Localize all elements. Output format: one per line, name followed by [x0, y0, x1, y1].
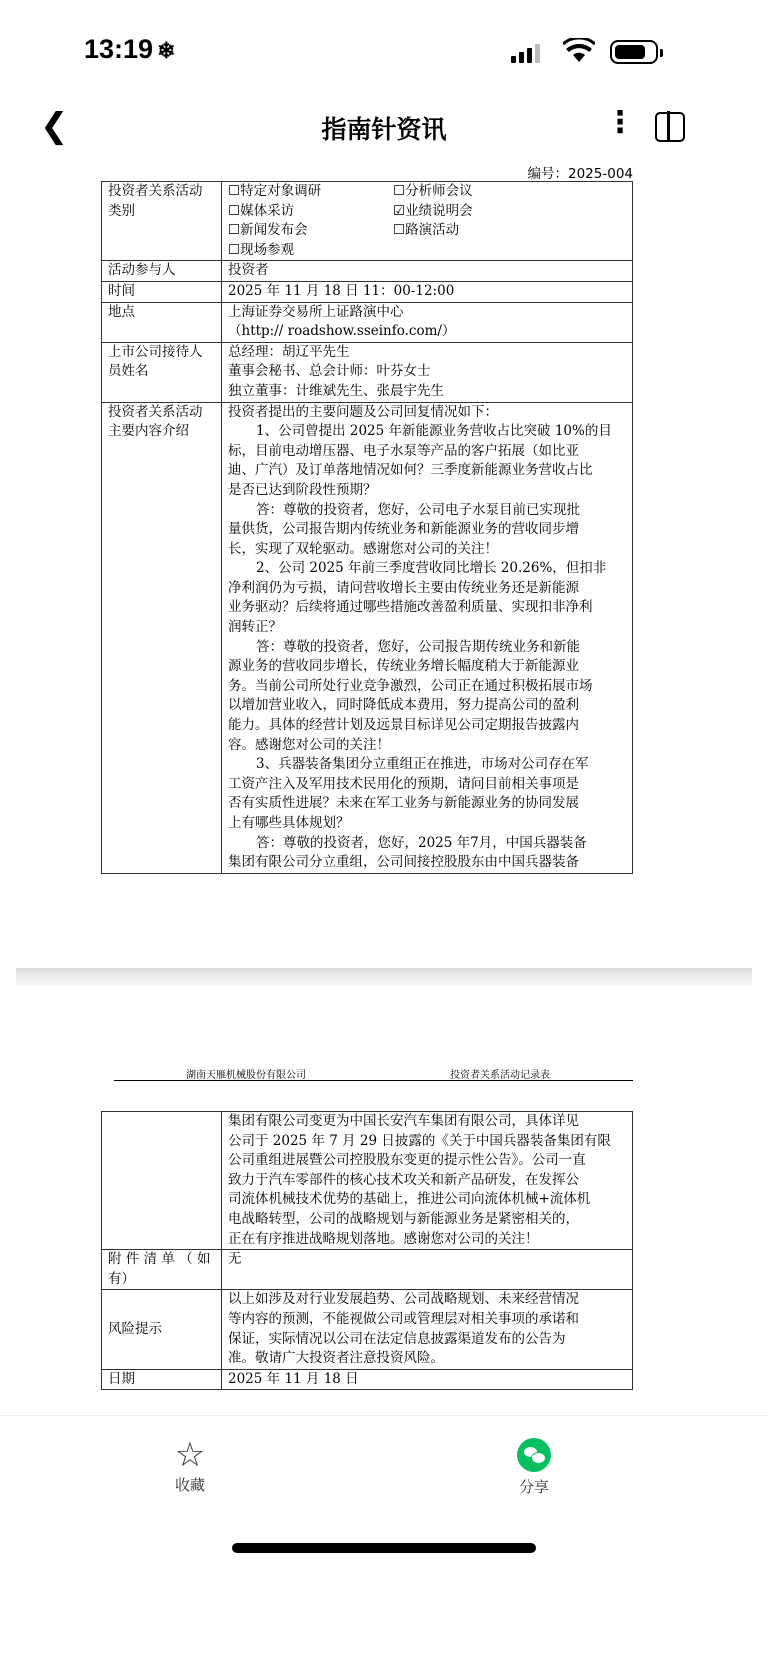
back-button[interactable]: ❮ — [40, 106, 69, 146]
location-value: 上海证券交易所上证路演中心 （http:// roadshow.sseinfo.com/） — [222, 302, 633, 342]
checkbox-label: 特定对象调研 — [240, 183, 322, 199]
content-value — [222, 402, 633, 873]
text-line: 净利润仍为亏损，请问营收增长主要由传统业务还是新能源 — [228, 579, 579, 596]
unchecked-box-icon: ☐ — [228, 241, 241, 258]
time-label: 时间 — [102, 281, 222, 302]
text-line: 答：尊敬的投资者，您好，公司电子水泵目前已实现批 — [256, 501, 580, 518]
text-line: 量供货，公司报告期内传统业务和新能源业务的营收同步增 — [228, 521, 579, 538]
text-line: 3、兵器装备集团分立重组正在推进，市场对公司存在军 — [256, 756, 589, 773]
status-bar — [0, 0, 768, 95]
checkbox-5 — [393, 221, 558, 241]
checkbox-label: 路演活动 — [405, 222, 460, 239]
unchecked-box-icon: ☐ — [228, 202, 241, 219]
text-line: 以上如涉及对行业发展趋势、公司战略规划、未来经营情况 — [228, 1291, 579, 1308]
text-line: 致力于汽车零部件的核心技术攻关和新产品研发，在发挥公 — [228, 1171, 579, 1188]
risk-value — [222, 1290, 633, 1369]
text-line: 务。当前公司所处行业竞争激烈，公司正在通过积极拓展市场 — [228, 677, 593, 694]
date-value: 2025 年 11 月 18 日 — [222, 1369, 633, 1390]
checkbox-0 — [228, 182, 393, 202]
text-line: 保证，实际情况以公司在法定信息披露渠道发布的公告为 — [228, 1330, 566, 1347]
text-line: 答：尊敬的投资者，您好，2025 年7月，中国兵器装备 — [256, 834, 587, 851]
nav-bar — [0, 100, 768, 160]
text-line: 容。感谢您对公司的关注！ — [228, 736, 390, 753]
page-title: 指南针资讯 — [321, 115, 447, 144]
text-line: 正在有序推进战略规划落地。感谢您对公司的关注！ — [228, 1230, 539, 1247]
signal-icon — [511, 44, 540, 63]
checkbox-1 — [393, 182, 558, 202]
text-line: 投资者提出的主要问题及公司回复情况如下： — [228, 403, 498, 420]
checkbox-2 — [228, 202, 393, 222]
text-line: 否有实质性进展？未来在军工业务与新能源业务的协同发展 — [228, 795, 579, 812]
text-line: 是否已达到阶段性预期？ — [228, 481, 377, 498]
text-line: 1、公司曾提出 2025 年新能源业务营收占比突破 10%的目 — [256, 423, 612, 440]
text-line: 迪、广汽）及订单落地情况如何？三季度新能源业务营收占比 — [228, 462, 593, 479]
activity-record-table-continued — [101, 1111, 633, 1390]
checkbox-4 — [228, 221, 393, 241]
home-indicator — [232, 1543, 536, 1553]
text-line: 答：尊敬的投资者，您好，公司报告期传统业务和新能 — [256, 638, 580, 655]
clock: 13:19 ❄ — [84, 34, 176, 64]
unchecked-box-icon: ☐ — [228, 183, 241, 199]
date-label: 日期 — [102, 1369, 222, 1390]
checkbox-label: 分析师会议 — [405, 183, 473, 199]
text-line: 司流体机械技术优势的基础上，推进公司向流体机械+流体机 — [228, 1191, 591, 1208]
unchecked-box-icon: ☐ — [393, 183, 406, 199]
snowflake-icon: ❄ — [157, 38, 176, 63]
checkbox-label: 媒体采访 — [240, 202, 295, 219]
text-line: 电战略转型，公司的战略规划与新能源业务是紧密相关的， — [228, 1210, 579, 1227]
wifi-icon — [563, 38, 595, 64]
activity-record-table — [101, 181, 633, 874]
favorite-button[interactable]: ☆ 收藏 — [150, 1436, 230, 1495]
text-line: 工资产注入及军用技术民用化的预期，请问目前相关事项是 — [228, 775, 579, 792]
checkbox-label: 新闻发布会 — [240, 222, 308, 239]
page-header: 湖南天雁机械股份有限公司 投资者关系活动记录表 — [114, 1066, 633, 1081]
text-line: 2、公司 2025 年前三季度营收同比增长 20.26%，但扣非 — [256, 560, 607, 577]
checked-box-icon: ☑ — [393, 202, 406, 219]
attachments-label: 附 件 清 单 （ 如 有） — [102, 1250, 222, 1290]
content-continued — [222, 1112, 633, 1250]
text-line: 润转正？ — [228, 619, 282, 636]
text-line: 集团有限公司变更为中国长安汽车集团有限公司，具体详见 — [228, 1113, 579, 1129]
unchecked-box-icon: ☐ — [393, 222, 406, 239]
share-button[interactable]: 分享 — [494, 1436, 574, 1497]
participants-value: 投资者 — [222, 261, 633, 282]
attachments-value: 无 — [222, 1250, 633, 1290]
text-line: 能力。具体的经营计划及远景目标详见公司定期报告披露内 — [228, 717, 579, 734]
wechat-icon — [517, 1438, 551, 1472]
participants-label: 活动参与人 — [102, 261, 222, 282]
reception-value: 总经理：胡辽平先生 董事会秘书、总会计师：叶芬女士 独立董事：计维斌先生、张晨宇先生 — [222, 342, 633, 402]
checkbox-3 — [393, 202, 558, 222]
text-line: 长，实现了双轮驱动。感谢您对公司的关注！ — [228, 540, 498, 557]
more-options-icon[interactable]: ⋮ — [605, 105, 635, 140]
battery-icon — [610, 40, 658, 64]
text-line: 准。敬请广大投资者注意投资风险。 — [228, 1350, 444, 1367]
roadshow-link: （http:// roadshow.sseinfo.com/） — [228, 323, 456, 340]
page-break — [16, 968, 752, 986]
text-line: 公司重组进展暨公司控股股东变更的提示性公告》。公司一直 — [228, 1152, 586, 1169]
text-line: 以增加营业收入，同时降低成本费用，努力提高公司的盈利 — [228, 697, 579, 714]
category-label: 投资者关系活动 类别 — [102, 182, 222, 261]
text-line: 标，目前电动增压器、电子水泵等产品的客户拓展（如比亚 — [228, 442, 579, 459]
time-value: 2025 年 11 月 18 日 11：00-12:00 — [222, 281, 633, 302]
text-line: 公司于 2025 年 7 月 29 日披露的《关于中国兵器装备集团有限 — [228, 1132, 611, 1149]
unchecked-box-icon: ☐ — [228, 222, 241, 239]
text-line: 上有哪些具体规划？ — [228, 815, 350, 831]
checkbox-label: 业绩说明会 — [405, 202, 473, 219]
serial-number: 编号：2025-004 — [527, 166, 633, 182]
risk-label: 风险提示 — [102, 1290, 222, 1369]
bottom-toolbar — [0, 1415, 768, 1515]
reception-label: 上市公司接待人 员姓名 — [102, 342, 222, 402]
location-label: 地点 — [102, 302, 222, 342]
sidebar-toggle-icon[interactable] — [655, 112, 685, 142]
text-line: 等内容的预测，不能视做公司或管理层对相关事项的承诺和 — [228, 1310, 579, 1327]
text-line: 集团有限公司分立重组，公司间接控股股东由中国兵器装备 — [228, 854, 579, 871]
content-label: 投资者关系活动 主要内容介绍 — [102, 402, 222, 873]
checkbox-label: 现场参观 — [240, 241, 295, 258]
category-checkboxes — [222, 182, 633, 261]
text-line: 源业务的营收同步增长，传统业务增长幅度稍大于新能源业 — [228, 658, 579, 675]
text-line: 业务驱动？后续将通过哪些措施改善盈利质量、实现扣非净利 — [228, 599, 593, 616]
star-icon: ☆ — [174, 1435, 206, 1475]
checkbox-6 — [228, 241, 393, 261]
